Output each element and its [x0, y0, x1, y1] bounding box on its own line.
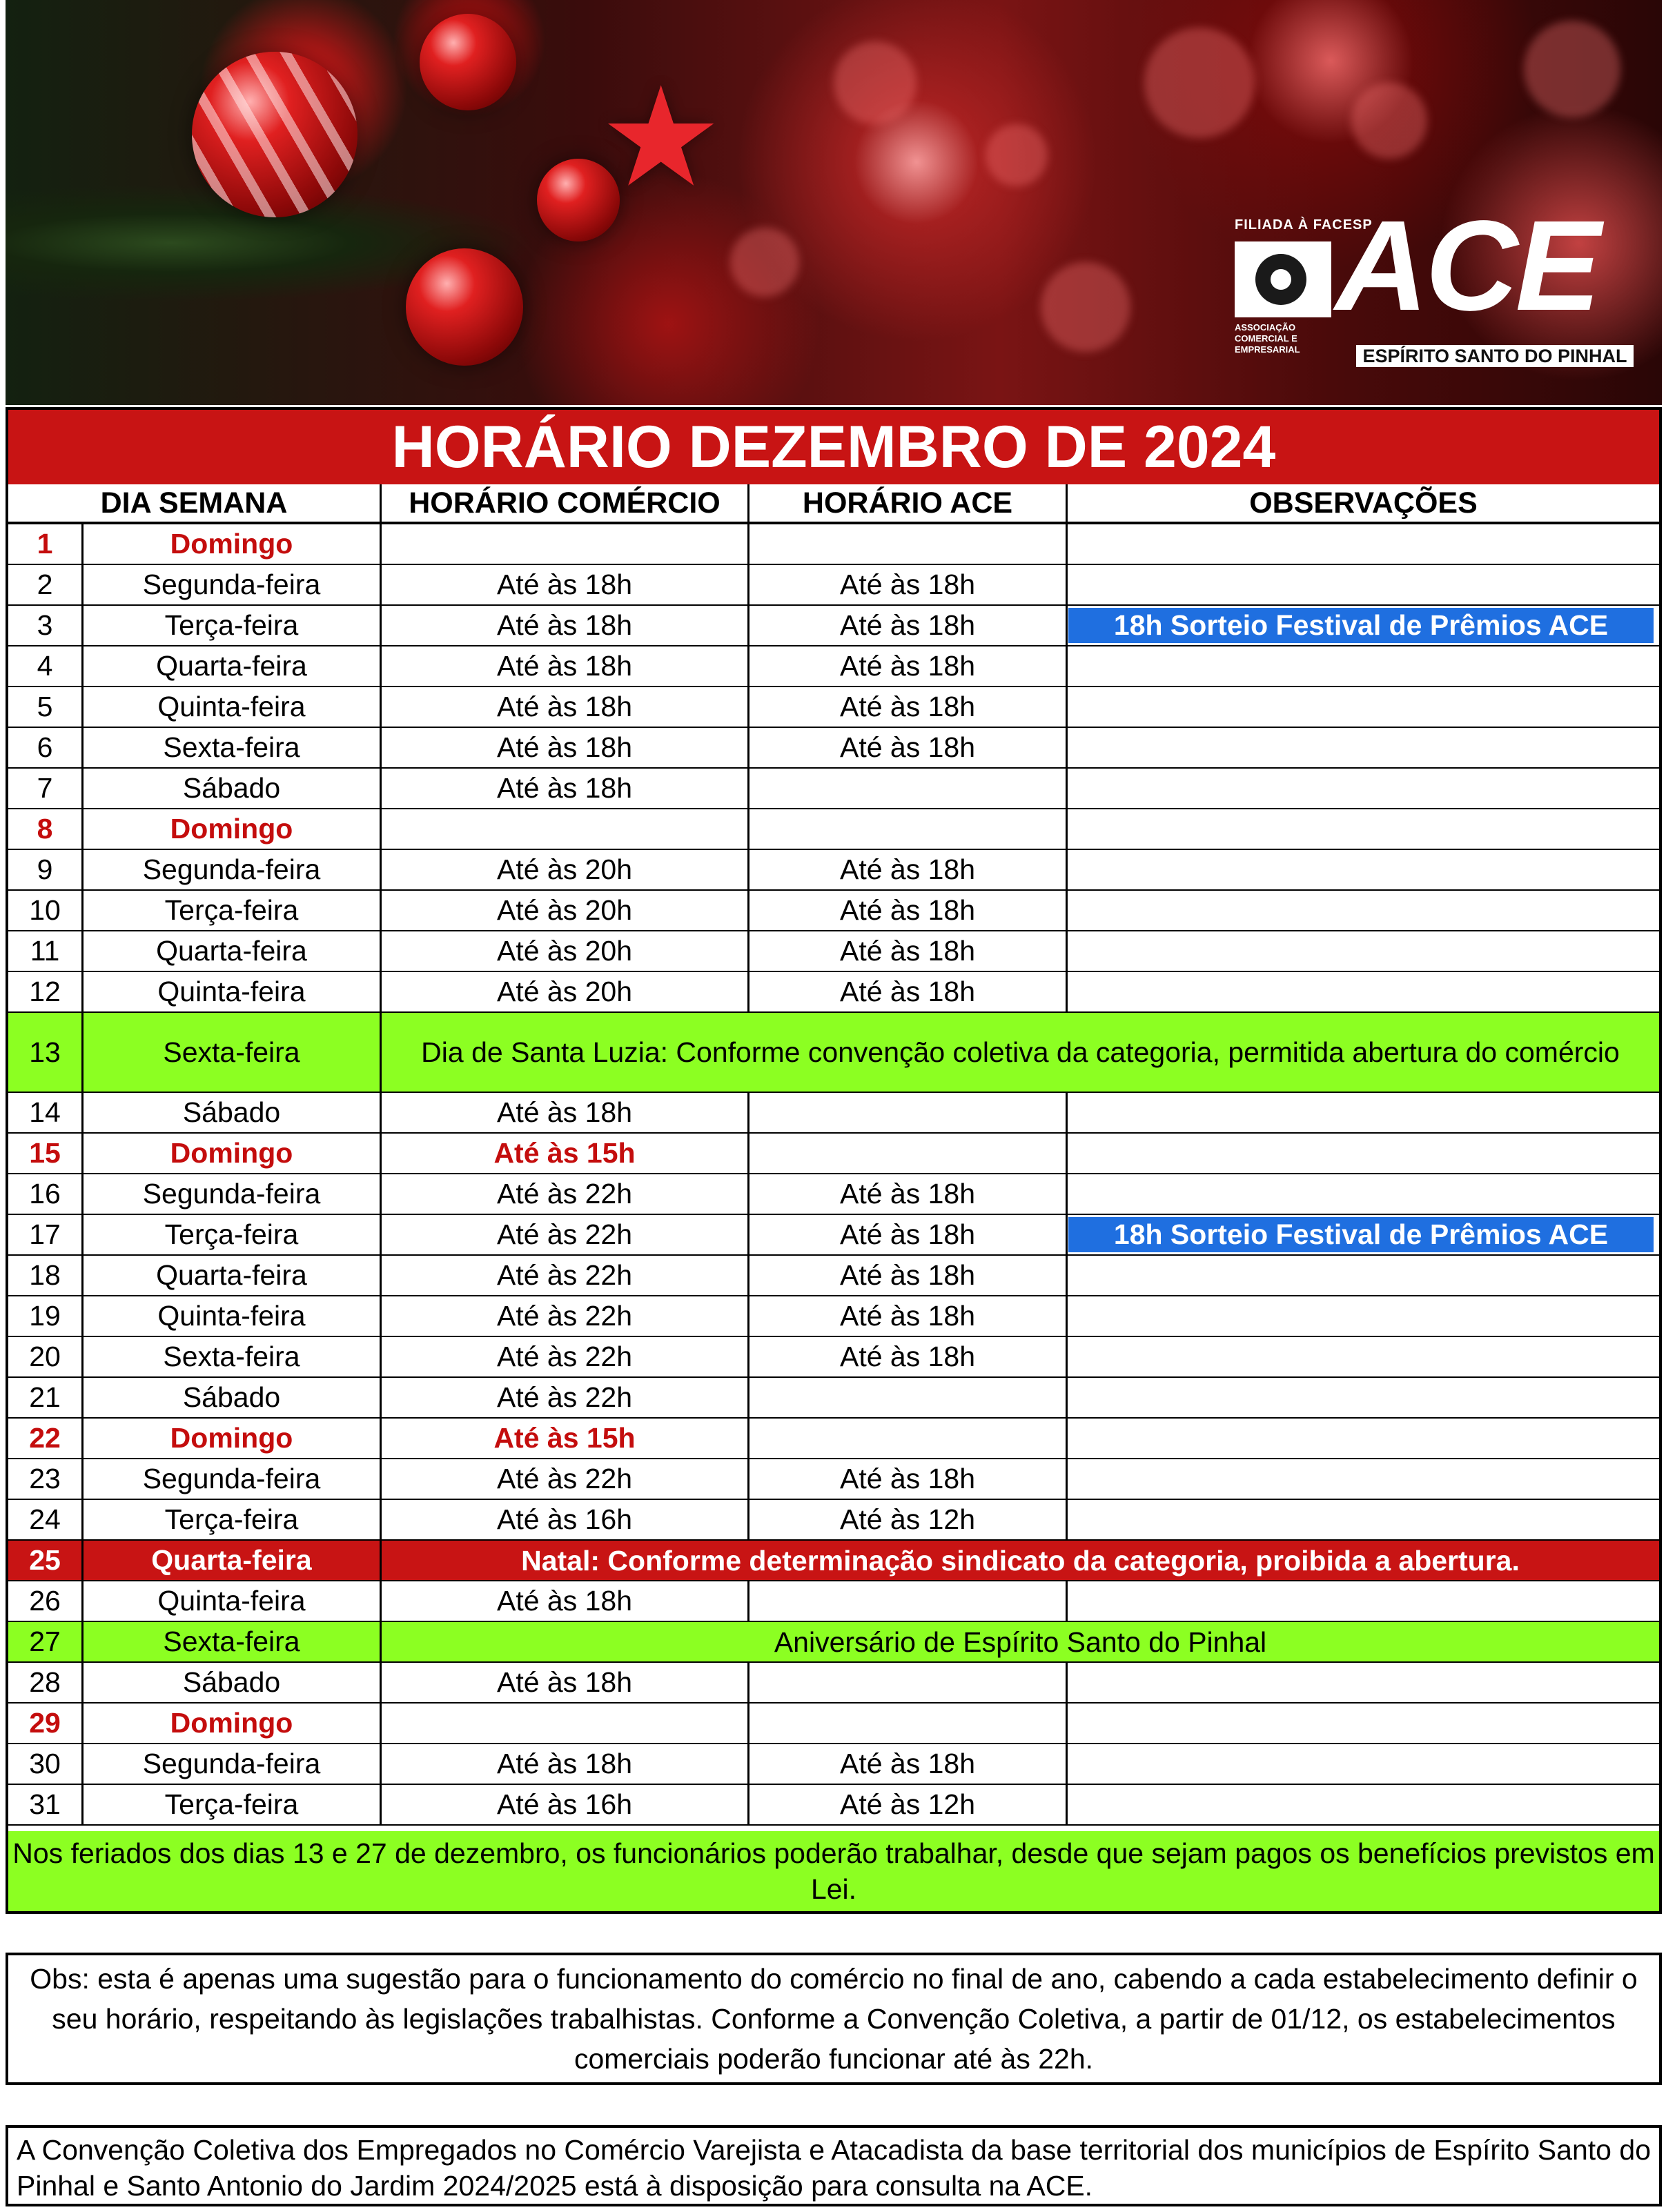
day-number: 5 — [37, 691, 53, 722]
weekday: Terça-feira — [164, 1218, 299, 1250]
observation — [1068, 891, 1659, 930]
table-row — [8, 646, 1659, 687]
observation — [1068, 1744, 1659, 1784]
day-number: 6 — [37, 731, 53, 763]
table-row — [8, 1337, 1659, 1378]
weekday: Segunda-feira — [142, 1178, 321, 1209]
ace-hours: Até às 18h — [839, 1218, 976, 1250]
commerce-hours: Até às 18h — [496, 691, 633, 722]
commerce-hours: Até às 18h — [496, 1585, 633, 1617]
ace-hours: Até às 18h — [839, 1300, 976, 1332]
commerce-hours: Até às 22h — [496, 1463, 633, 1494]
schedule-table — [6, 407, 1662, 1914]
table-row — [8, 1541, 1659, 1581]
day-number: 4 — [37, 650, 53, 682]
commerce-hours: Até às 18h — [496, 650, 633, 682]
ornament-ball — [192, 52, 357, 217]
commerce-hours — [382, 809, 747, 849]
header-banner — [6, 0, 1662, 405]
logo-city: ESPÍRITO SANTO DO PINHAL — [1356, 345, 1634, 367]
day-number: 7 — [37, 772, 53, 804]
header-observations: OBSERVAÇÕES — [1249, 486, 1478, 520]
weekday: Segunda-feira — [142, 1748, 321, 1779]
commerce-hours: Até às 22h — [496, 1341, 633, 1372]
commerce-hours: Até às 22h — [496, 1218, 633, 1250]
table-row — [8, 1459, 1659, 1500]
header-ace-hours: HORÁRIO ACE — [802, 486, 1013, 520]
ace-hours — [749, 1581, 1066, 1621]
day-number: 23 — [29, 1463, 61, 1494]
table-row — [8, 1500, 1659, 1541]
commerce-hours: Até às 18h — [496, 731, 633, 763]
logo-aperture-icon — [1235, 241, 1331, 317]
weekday: Quinta-feira — [157, 976, 306, 1007]
table-row — [8, 687, 1659, 728]
observation — [1068, 1663, 1659, 1702]
logo-association: ASSOCIAÇÃO COMERCIAL E EMPRESARIAL — [1235, 322, 1300, 355]
ace-hours: Até às 18h — [839, 691, 976, 722]
table-row — [8, 1256, 1659, 1296]
commerce-hours: Até às 18h — [496, 772, 633, 804]
commerce-hours: Até às 18h — [496, 1666, 633, 1698]
day-number: 15 — [29, 1137, 61, 1169]
weekday: Sexta-feira — [163, 1341, 300, 1372]
observation — [1068, 565, 1659, 604]
commerce-hours: Até às 20h — [496, 894, 633, 926]
day-number: 12 — [29, 976, 61, 1007]
ornament-ball — [406, 248, 523, 366]
observation — [1068, 1704, 1659, 1743]
observation — [1068, 850, 1659, 889]
table-row — [8, 1215, 1659, 1256]
weekday: Segunda-feira — [142, 1463, 321, 1494]
observation — [1068, 809, 1659, 849]
commerce-hours: Até às 22h — [496, 1381, 633, 1413]
commerce-hours: Até às 15h — [493, 1422, 636, 1454]
commerce-hours: Até às 20h — [496, 853, 633, 885]
day-number: 24 — [29, 1503, 61, 1535]
observation — [1068, 931, 1659, 971]
table-row — [8, 606, 1659, 646]
day-number: 26 — [29, 1585, 61, 1617]
day-number: 1 — [37, 528, 53, 560]
observation — [1068, 1500, 1659, 1539]
day-number: 21 — [29, 1381, 61, 1413]
page-title: HORÁRIO DEZEMBRO DE 2024 — [8, 410, 1659, 484]
ace-logo — [1232, 195, 1639, 366]
table-row — [8, 728, 1659, 769]
observation — [1068, 1296, 1659, 1336]
commerce-hours: Até às 18h — [496, 609, 633, 641]
ace-hours: Até às 18h — [839, 731, 976, 763]
weekday: Domingo — [170, 1707, 293, 1739]
day-number: 17 — [29, 1218, 61, 1250]
row-note: Natal: Conforme determinação sindicato da categoria, proibida a abertura. — [521, 1544, 1520, 1577]
weekday: Sexta-feira — [163, 1626, 300, 1657]
raffle-badge: 18h Sorteio Festival de Prêmios ACE — [1068, 608, 1654, 643]
commerce-hours: Até às 18h — [496, 1096, 633, 1128]
table-row — [8, 565, 1659, 606]
weekday: Segunda-feira — [142, 853, 321, 885]
raffle-badge: 18h Sorteio Festival de Prêmios ACE — [1068, 1217, 1654, 1252]
row-note: Dia de Santa Luzia: Conforme convenção coletiva da categoria, permitida abertura do comércio — [421, 1036, 1620, 1068]
commerce-hours: Até às 16h — [496, 1788, 633, 1820]
observation — [1068, 687, 1659, 727]
table-row — [8, 524, 1659, 565]
day-number: 25 — [29, 1544, 61, 1576]
table-row — [8, 1134, 1659, 1174]
weekday: Terça-feira — [164, 894, 299, 926]
weekday: Quarta-feira — [156, 935, 307, 967]
weekday: Terça-feira — [164, 1503, 299, 1535]
ace-hours: Até às 18h — [839, 650, 976, 682]
convention-note: A Convenção Coletiva dos Empregados no Comércio Varejista e Atacadista da base territorial dos municípios de Espírito Santo do Pinhal e Santo Antonio do Jardim 2024/2025 está à disposição para consulta na ACE. — [6, 2125, 1662, 2206]
ace-hours: Até às 18h — [839, 935, 976, 967]
day-number: 9 — [37, 853, 53, 885]
commerce-hours: Até às 20h — [496, 976, 633, 1007]
commerce-hours: Até às 18h — [496, 1748, 633, 1779]
observation — [1068, 524, 1659, 564]
observation — [1068, 972, 1659, 1011]
weekday: Sábado — [182, 1096, 281, 1128]
weekday: Terça-feira — [164, 609, 299, 641]
observation — [1068, 1459, 1659, 1499]
day-number: 13 — [29, 1036, 61, 1068]
ace-hours: Até às 18h — [839, 894, 976, 926]
weekday: Quarta-feira — [156, 1259, 307, 1291]
observation — [1068, 1581, 1659, 1621]
day-number: 22 — [29, 1422, 61, 1454]
table-row — [8, 1704, 1659, 1744]
ace-hours — [749, 1704, 1066, 1743]
logo-affiliation: FILIADA À FACESP — [1235, 217, 1373, 233]
commerce-hours: Até às 15h — [493, 1137, 636, 1169]
weekday: Quinta-feira — [157, 1585, 306, 1617]
weekday: Terça-feira — [164, 1788, 299, 1820]
ace-hours: Até às 18h — [839, 1463, 976, 1494]
commerce-hours — [382, 1704, 747, 1743]
weekday: Quarta-feira — [151, 1544, 312, 1576]
observation — [1068, 1785, 1659, 1824]
table-row — [8, 1296, 1659, 1337]
ace-hours: Até às 12h — [839, 1788, 976, 1820]
header-commerce-hours: HORÁRIO COMÉRCIO — [409, 486, 721, 520]
day-number: 28 — [29, 1666, 61, 1698]
table-row — [8, 1581, 1659, 1622]
day-number: 8 — [37, 813, 53, 845]
ace-hours — [749, 769, 1066, 808]
ace-hours: Até às 18h — [839, 853, 976, 885]
table-row — [8, 1174, 1659, 1215]
table-header-row — [8, 484, 1659, 524]
commerce-hours — [382, 524, 747, 564]
table-row — [8, 891, 1659, 931]
commerce-hours: Até às 22h — [496, 1259, 633, 1291]
ace-hours: Até às 18h — [839, 1259, 976, 1291]
ace-hours: Até às 18h — [839, 976, 976, 1007]
weekday: Quarta-feira — [156, 650, 307, 682]
day-number: 11 — [30, 935, 60, 967]
table-row — [8, 769, 1659, 809]
logo-name: ACE — [1335, 195, 1598, 337]
weekday: Domingo — [170, 528, 293, 560]
observation-note: Obs: esta é apenas uma sugestão para o funcionamento do comércio no final de ano, cabendo a cada estabelecimento definir o seu horário, respeitando às legislações trabalhistas. Conforme a Convenção Coletiva, a partir de 01/12, os estabelecimentos comerciais poderão funcionar até às 22h. — [6, 1953, 1662, 2085]
day-number: 19 — [29, 1300, 61, 1332]
day-number: 16 — [29, 1178, 61, 1209]
weekday: Domingo — [170, 813, 293, 845]
observation — [1068, 1256, 1659, 1295]
day-number: 20 — [29, 1341, 61, 1372]
weekday: Domingo — [170, 1137, 293, 1169]
observation — [1068, 646, 1659, 686]
commerce-hours: Até às 18h — [496, 569, 633, 600]
ace-hours: Até às 12h — [839, 1503, 976, 1535]
weekday: Sábado — [182, 1381, 281, 1413]
table-row — [8, 931, 1659, 972]
day-number: 27 — [29, 1626, 61, 1657]
observation — [1068, 1378, 1659, 1417]
weekday: Quinta-feira — [157, 1300, 306, 1332]
holiday-note: Nos feriados dos dias 13 e 27 de dezembro, os funcionários poderão trabalhar, desde que sejam pagos os benefícios previstos em Lei. — [8, 1831, 1659, 1911]
table-row — [8, 1663, 1659, 1704]
observation — [1068, 1134, 1659, 1173]
header-weekday: DIA SEMANA — [100, 486, 288, 520]
day-number: 2 — [37, 569, 53, 600]
weekday: Quinta-feira — [157, 691, 306, 722]
table-row — [8, 972, 1659, 1013]
ace-hours: Até às 18h — [839, 1748, 976, 1779]
weekday: Sábado — [182, 1666, 281, 1698]
day-number: 29 — [29, 1707, 61, 1739]
weekday: Sexta-feira — [163, 1036, 300, 1068]
observation — [1068, 1093, 1659, 1132]
weekday: Sexta-feira — [163, 731, 300, 763]
table-row — [8, 1622, 1659, 1663]
commerce-hours: Até às 22h — [496, 1300, 633, 1332]
ace-hours: Até às 18h — [839, 1178, 976, 1209]
table-row — [8, 1744, 1659, 1785]
weekday: Sábado — [182, 772, 281, 804]
star-ornament-icon: ★ — [599, 61, 723, 215]
day-number: 31 — [29, 1788, 61, 1820]
commerce-hours: Até às 16h — [496, 1503, 633, 1535]
table-row — [8, 1378, 1659, 1419]
observation — [1068, 769, 1659, 808]
observation — [1068, 1419, 1659, 1458]
ornament-ball — [420, 14, 516, 110]
commerce-hours: Até às 20h — [496, 935, 633, 967]
weekday: Domingo — [170, 1422, 293, 1454]
ace-hours — [749, 1663, 1066, 1702]
ace-hours — [749, 1093, 1066, 1132]
observation — [1068, 728, 1659, 767]
commerce-hours: Até às 22h — [496, 1178, 633, 1209]
day-number: 3 — [37, 609, 53, 641]
day-number: 10 — [29, 894, 61, 926]
table-row — [8, 1419, 1659, 1459]
ace-hours: Até às 18h — [839, 609, 976, 641]
row-note: Aniversário de Espírito Santo do Pinhal — [774, 1626, 1267, 1658]
weekday: Segunda-feira — [142, 569, 321, 600]
ace-hours — [749, 809, 1066, 849]
observation — [1068, 1337, 1659, 1376]
ace-hours: Até às 18h — [839, 569, 976, 600]
table-row — [8, 809, 1659, 850]
day-number: 14 — [29, 1096, 61, 1128]
table-row — [8, 1093, 1659, 1134]
day-number: 30 — [29, 1748, 61, 1779]
ace-hours — [749, 1134, 1066, 1173]
observation — [1068, 1174, 1659, 1214]
ace-hours — [749, 1419, 1066, 1458]
day-number: 18 — [29, 1259, 61, 1291]
table-row — [8, 850, 1659, 891]
ace-hours — [749, 524, 1066, 564]
table-row — [8, 1785, 1659, 1826]
ace-hours — [749, 1378, 1066, 1417]
ace-hours: Até às 18h — [839, 1341, 976, 1372]
table-row — [8, 1013, 1659, 1093]
